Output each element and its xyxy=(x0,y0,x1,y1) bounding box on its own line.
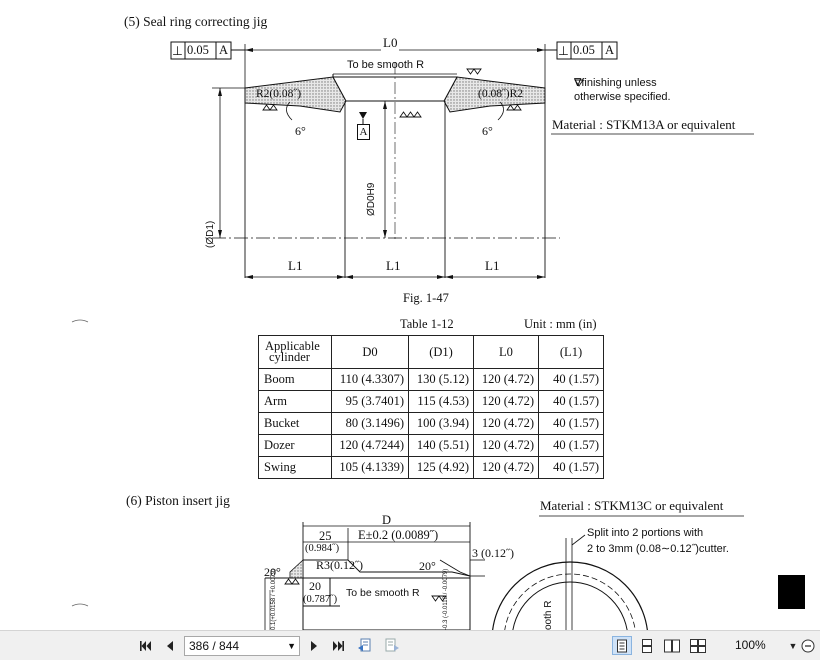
tol-right-value: 0.05 xyxy=(573,43,595,57)
first-page-icon[interactable] xyxy=(138,637,154,654)
r2-left-label: R2(0.08˝) xyxy=(256,88,302,100)
table-cell: 80 (3.1496) xyxy=(332,413,409,435)
table-cell: 140 (5.51) xyxy=(409,435,474,457)
dim-L1-b: L1 xyxy=(386,258,401,273)
material-6: Material : STKM13C or equivalent xyxy=(540,498,724,513)
angle-left: 6° xyxy=(295,124,306,138)
table-cell: 120 (4.72) xyxy=(474,435,539,457)
material-5: Material : STKM13A or equivalent xyxy=(552,117,736,132)
tol-left-symbol: ⊥ xyxy=(172,44,183,58)
finish-note-line1: ∇finishing unless xyxy=(574,77,657,89)
zoom-dropdown-icon[interactable]: ▼ xyxy=(788,640,798,651)
dim-D0: ØD0H9 xyxy=(366,182,377,216)
angle-20a: 20° xyxy=(264,565,281,579)
page-dropdown-icon[interactable]: ▼ xyxy=(287,641,296,651)
table-cell: 120 (4.72) xyxy=(474,369,539,391)
section-6-heading: (6) Piston insert jig xyxy=(126,493,230,508)
section-5-heading: (5) Seal ring correcting jig xyxy=(124,14,268,29)
dim-3: 3 (0.12˝) xyxy=(472,546,514,560)
table-cell: 110 (4.3307) xyxy=(332,369,409,391)
page-number-input[interactable] xyxy=(184,636,300,656)
split-note-line2: 2 to 3mm (0.08∼0.12˝)cutter. xyxy=(587,543,729,555)
table-cell: Bucket xyxy=(259,413,332,435)
dim-D1: (ØD1) xyxy=(205,220,216,248)
table-cell: 120 (4.72) xyxy=(474,457,539,479)
r3-label: R3(0.12˝) xyxy=(316,558,363,572)
continuous-icon[interactable] xyxy=(637,636,657,655)
table-cell: 40 (1.57) xyxy=(539,369,604,391)
table-header-l1: (L1) xyxy=(539,336,604,369)
table-cell: 125 (4.92) xyxy=(409,457,474,479)
table-cell: Swing xyxy=(259,457,332,479)
table-row xyxy=(259,369,604,391)
finish-note-line2: otherwise specified. xyxy=(574,91,671,103)
split-note-line1: Split into 2 portions with xyxy=(587,527,704,539)
datum-label: A xyxy=(357,124,370,140)
tol-small-right: -0.3 (-0.0118 / -0.0079) xyxy=(443,568,449,630)
tol-small-left: 0.1(+0.0158 / +0.0079) xyxy=(271,568,277,630)
smooth-vertical-label: ooth R xyxy=(543,600,554,630)
viewer-toolbar xyxy=(0,630,820,660)
dim-L1-c: L1 xyxy=(485,258,500,273)
tol-left-value: 0.05 xyxy=(187,43,209,57)
table-cell: 120 (4.72) xyxy=(474,413,539,435)
page-tab-marker xyxy=(778,575,805,609)
dim-L1-a: L1 xyxy=(288,258,303,273)
table-row xyxy=(259,413,604,435)
last-page-icon[interactable] xyxy=(329,637,347,654)
table-cell: 105 (4.1339) xyxy=(332,457,409,479)
angle-20b: 20° xyxy=(419,559,436,573)
table-row xyxy=(259,435,604,457)
tol-right-symbol: ⊥ xyxy=(558,44,569,58)
table-cell: Dozer xyxy=(259,435,332,457)
dim-20: 20 xyxy=(309,579,321,593)
two-page-icon[interactable] xyxy=(662,636,682,655)
table-cell: Arm xyxy=(259,391,332,413)
table-row xyxy=(259,457,604,479)
dim-25: 25 xyxy=(319,529,332,543)
table-cell: 40 (1.57) xyxy=(539,413,604,435)
dim-0787: (0.787˝) xyxy=(303,594,338,605)
table-cell: 40 (1.57) xyxy=(539,435,604,457)
single-page-icon[interactable] xyxy=(612,636,632,655)
zoom-minus-icon[interactable] xyxy=(800,637,816,654)
table-cell: 120 (4.72) xyxy=(474,391,539,413)
page-number-value: 386 / 844 xyxy=(189,639,240,653)
angle-right: 6° xyxy=(482,124,493,138)
r2-right-label: (0.08˝)R2 xyxy=(478,88,524,100)
table-cell: 130 (5.12) xyxy=(409,369,474,391)
table-title: Table 1-12 xyxy=(400,317,454,331)
table-row xyxy=(259,391,604,413)
forward-icon[interactable] xyxy=(381,637,401,654)
prev-page-icon[interactable] xyxy=(162,637,178,654)
table-cell: 40 (1.57) xyxy=(539,391,604,413)
dim-E: E±0.2 (0.0089˝) xyxy=(358,528,439,542)
tol-left-ref: A xyxy=(219,43,229,57)
two-page-continuous-icon[interactable] xyxy=(688,636,708,655)
dim-D: D xyxy=(382,513,392,527)
next-page-icon[interactable] xyxy=(306,637,322,654)
back-icon[interactable] xyxy=(356,637,376,654)
zoom-level[interactable]: 100% xyxy=(735,638,766,652)
fig-caption: Fig. 1-47 xyxy=(403,291,449,305)
table-unit: Unit : mm (in) xyxy=(524,317,597,331)
table-header-d0: D0 xyxy=(332,336,409,369)
dim-L0: L0 xyxy=(383,35,398,50)
table-cell: Boom xyxy=(259,369,332,391)
table-header-d1: (D1) xyxy=(409,336,474,369)
dim-0984: (0.984˝) xyxy=(305,543,340,554)
table-header-l0: L0 xyxy=(474,336,539,369)
header-cylinder-line1: Applicable xyxy=(265,339,320,353)
smooth-label: To be smooth R xyxy=(347,59,425,71)
table-cell: 40 (1.57) xyxy=(539,457,604,479)
header-cylinder-line2: cylinder xyxy=(269,350,310,364)
table-cell: 115 (4.53) xyxy=(409,391,474,413)
table-cell: 100 (3.94) xyxy=(409,413,474,435)
table-header-row xyxy=(259,336,604,369)
table-cell: 120 (4.7244) xyxy=(332,435,409,457)
spec-table xyxy=(258,335,604,479)
tol-right-ref: A xyxy=(605,43,615,57)
table-cell: 95 (3.7401) xyxy=(332,391,409,413)
table-header-cylinder xyxy=(259,336,332,369)
smooth-label-6: To be smooth R xyxy=(346,587,420,599)
